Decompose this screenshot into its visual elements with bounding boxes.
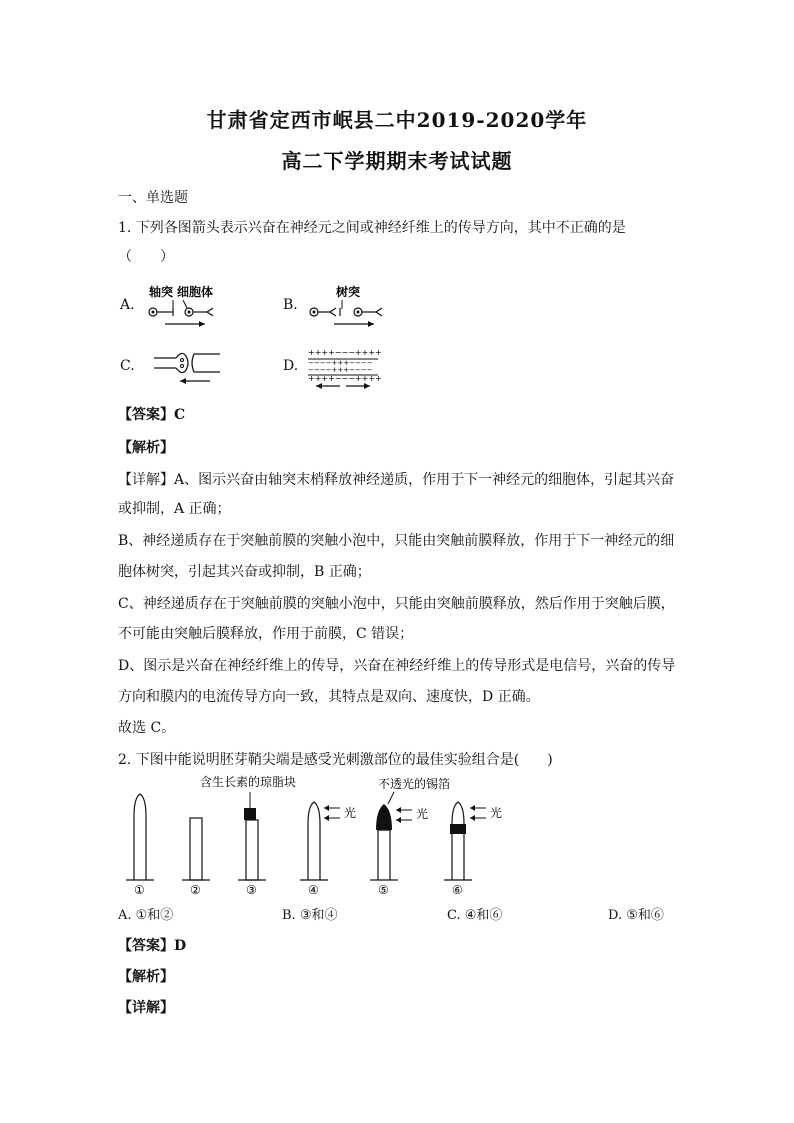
q2-stem: 2. 下图中能说明胚芽鞘尖端是感受光刺激部位的最佳实验组合是( ) xyxy=(118,752,553,768)
q2-answer: 【答案】D xyxy=(118,938,187,954)
q1-figure-a xyxy=(145,283,225,331)
q2-detail-heading: 【详解】 xyxy=(118,1000,174,1016)
q1-detail-line: 胞体树突，引起其兴奋或抑制，B 正确； xyxy=(118,564,371,580)
light-label: 光 xyxy=(344,806,357,820)
q1-paren: （ ） xyxy=(118,249,174,265)
q2-coleoptile-1 xyxy=(126,794,154,897)
q1-conclusion: 故选 C。 xyxy=(118,720,176,736)
q1-detail-line: D、图示是兴奋在神经纤维上的传导，兴奋在神经纤维上的传导形式是电信号，兴奋的传导 xyxy=(118,658,676,674)
q1-detail-line: 不可能由突触后膜释放，作用于前膜，C 错误； xyxy=(118,626,414,642)
svg-text:++++−−−++++: ++++−−−++++ xyxy=(308,348,382,357)
svg-text:⑤: ⑤ xyxy=(378,883,389,897)
q2-option-c: C. ④和⑥ xyxy=(447,908,503,923)
svg-text:③: ③ xyxy=(246,883,257,897)
svg-text:①: ① xyxy=(134,883,145,897)
svg-text:②: ② xyxy=(190,883,201,897)
light-label: 光 xyxy=(490,806,503,820)
q1-detail-line: 【详解】A、图示兴奋由轴突末梢释放神经递质，作用于下一神经元的细胞体，引起其兴奋 xyxy=(118,472,675,488)
section-heading: 一、单选题 xyxy=(118,190,188,206)
q1-figure-a-cellbody-label: 细胞体 xyxy=(177,285,214,299)
q1-figure-b xyxy=(300,283,390,331)
q2-option-a: A. ①和② xyxy=(118,908,174,923)
q1-figure-c xyxy=(150,348,230,388)
q2-figure-foil-label: 不透光的锡箔 xyxy=(378,777,451,791)
q1-answer: 【答案】C xyxy=(118,407,186,423)
q1-option-b-label: B. xyxy=(283,297,298,313)
q2-analysis-heading: 【解析】 xyxy=(118,969,174,985)
q2-coleoptile-5 xyxy=(370,792,428,897)
q2-coleoptile-2 xyxy=(182,818,210,897)
q1-detail-line: 或抑制，A 正确； xyxy=(118,501,231,517)
q1-analysis-heading: 【解析】 xyxy=(118,440,174,456)
q1-figure-d xyxy=(306,345,386,389)
svg-text:−−−−+++−−−−: −−−−+++−−−− xyxy=(308,366,373,374)
q1-option-d-label: D. xyxy=(283,358,299,374)
q1-option-a-label: A. xyxy=(120,297,135,313)
q1-figure-b-dendrite-label: 树突 xyxy=(336,285,361,299)
q2-figure xyxy=(118,770,518,898)
q1-figure-a-axon-label: 轴突 xyxy=(149,285,174,299)
q1-detail-line: B、神经递质存在于突触前膜的突触小泡中，只能由突触前膜释放，作用于下一神经元的细 xyxy=(118,533,675,549)
q2-option-d: D. ⑤和⑥ xyxy=(608,908,664,923)
title-line-1: 甘肃省定西市岷县二中2019-2020学年 xyxy=(206,108,588,132)
title-line-2: 高二下学期期末考试试题 xyxy=(281,149,513,173)
q2-coleoptile-6 xyxy=(444,802,502,897)
svg-text:⑥: ⑥ xyxy=(452,883,463,897)
q1-detail-line: 方向和膜内的电流传导方向一致，其特点是双向、速度快，D 正确。 xyxy=(118,689,540,705)
svg-text:−−−−+++−−−−: −−−−+++−−−− xyxy=(308,359,373,367)
svg-text:④: ④ xyxy=(308,883,319,897)
svg-text:++++−−−++++: ++++−−−++++ xyxy=(308,374,382,383)
q2-coleoptile-3 xyxy=(238,792,266,897)
q2-option-b: B. ③和④ xyxy=(282,908,338,923)
light-label: 光 xyxy=(416,807,429,821)
q2-coleoptile-4 xyxy=(300,802,356,897)
q1-detail-line: C、神经递质存在于突触前膜的突触小泡中，只能由突触前膜释放，然后作用于突触后膜， xyxy=(118,596,675,612)
q1-option-c-label: C. xyxy=(120,358,135,374)
q1-stem: 1. 下列各图箭头表示兴奋在神经元之间或神经纤维上的传导方向，其中不正确的是 xyxy=(118,220,626,236)
q2-figure-agar-label: 含生长素的琼脂块 xyxy=(200,775,297,789)
